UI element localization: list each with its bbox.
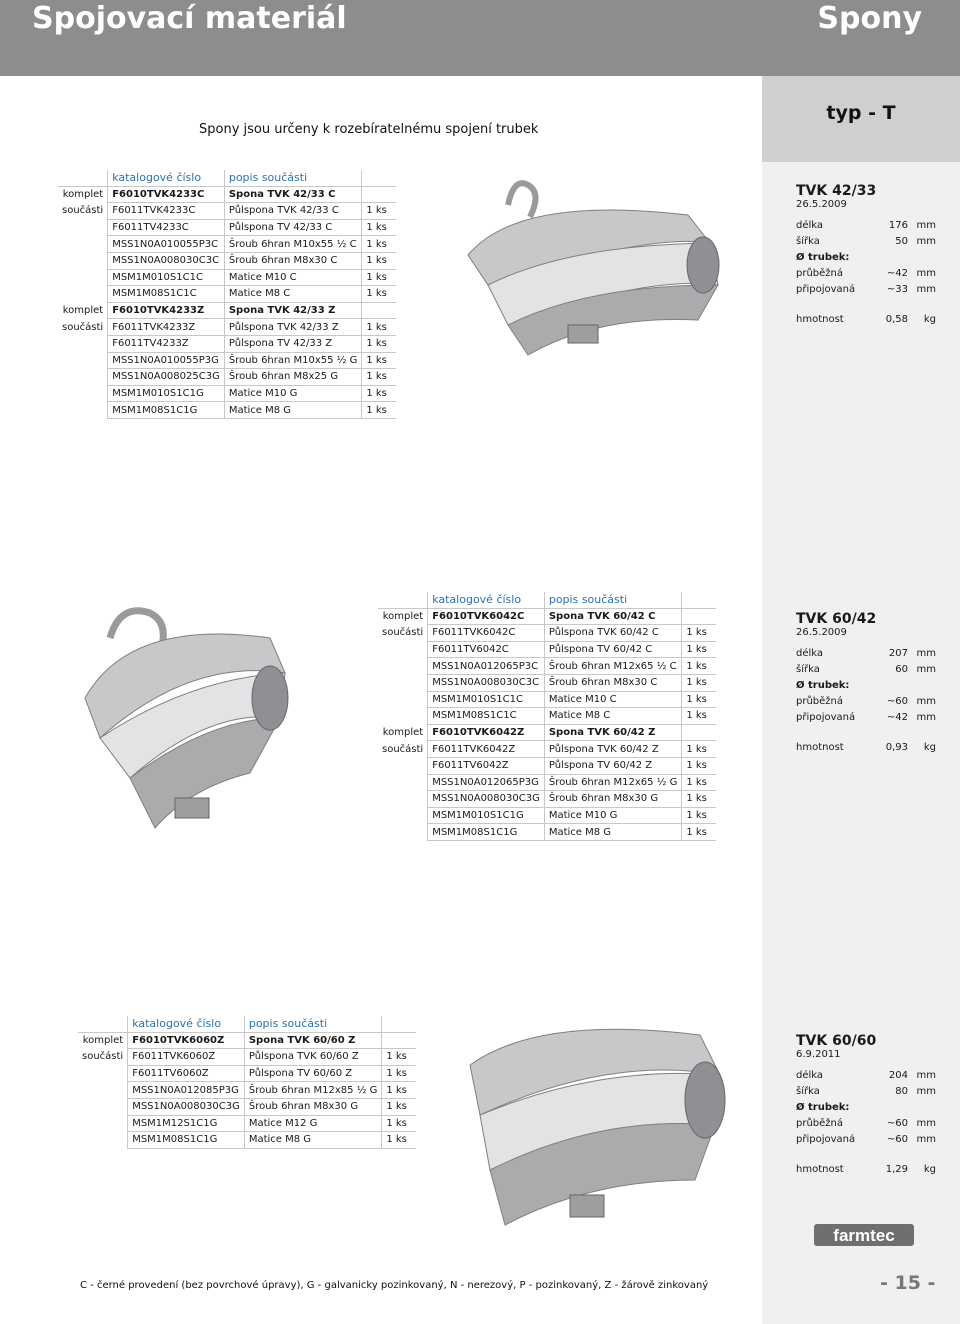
quantity: 1 ks (682, 757, 717, 774)
spec-weight (796, 314, 936, 330)
table-row (378, 741, 716, 758)
catalog-number: MSM1M08S1C1C (428, 708, 545, 725)
row-type: komplet (82, 1035, 124, 1047)
spec-title: TVK 60/42 (796, 611, 877, 627)
spec-through-tube-value: ~60 (886, 696, 908, 707)
spec-connected-tube-value: ~33 (886, 284, 908, 295)
spec-width-value: 80 (895, 1086, 908, 1097)
part-description: Šroub 6hran M10x55 ½ G (224, 352, 361, 369)
part-description: Spona TVK 60/42 C (544, 608, 681, 625)
spec-through-tube (796, 268, 936, 284)
spec-weight (796, 1164, 936, 1180)
spec-connected-tube (796, 284, 936, 300)
part-description: Půlspona TVK 60/60 Z (244, 1049, 381, 1066)
table-row (378, 791, 716, 808)
quantity: 1 ks (362, 335, 397, 352)
spec-through-tube-unit: mm (916, 268, 936, 279)
spec-block-tvk-42-33 (796, 183, 936, 330)
part-description: Půlspona TV 60/60 Z (244, 1065, 381, 1082)
type-box (762, 76, 960, 162)
spec-weight-value: 0,58 (885, 314, 908, 325)
part-description: Šroub 6hran M8x25 G (224, 369, 361, 386)
spec-through-tube-unit: mm (916, 696, 936, 707)
row-type (78, 1082, 128, 1099)
part-description: Půlspona TVK 42/33 C (224, 203, 361, 220)
spec-title: TVK 60/60 (796, 1033, 877, 1049)
catalog-number: MSS1N0A008030C3G (428, 791, 545, 808)
table-row (58, 219, 396, 236)
quantity: 1 ks (682, 824, 717, 841)
spec-date: 26.5.2009 (796, 199, 847, 210)
catalog-number: MSM1M08S1C1C (108, 286, 225, 303)
part-description: Matice M8 G (224, 402, 361, 419)
spec-block-tvk-60-60 (796, 1033, 936, 1180)
spec-weight-unit: kg (923, 1164, 936, 1175)
row-type (58, 402, 108, 419)
row-type: součásti (62, 321, 104, 333)
quantity: 1 ks (682, 708, 717, 725)
row-type (378, 774, 428, 791)
spec-length-value: 176 (888, 220, 908, 231)
header-empty (378, 592, 428, 608)
spec-width-unit: mm (916, 236, 936, 247)
spec-connected-tube-label: připojovaná (796, 284, 856, 295)
table-row (78, 1065, 416, 1082)
spec-width-value: 50 (895, 236, 908, 247)
header-quantity (682, 592, 717, 608)
table-row (378, 708, 716, 725)
row-type (58, 286, 108, 303)
spec-connected-tube-unit: mm (916, 712, 936, 723)
spec-connected-tube (796, 712, 936, 728)
table-header-row (378, 592, 716, 608)
spec-width (796, 236, 936, 252)
catalog-number: F6011TV6042C (428, 641, 545, 658)
page-number: - 15 - (880, 1272, 936, 1294)
spec-connected-tube-unit: mm (916, 284, 936, 295)
clamp-tvk-42-33-image (448, 175, 748, 380)
catalog-number: MSS1N0A012085P3G (128, 1082, 245, 1099)
clamp-tvk-60-60-image (440, 1005, 740, 1250)
spec-length-value: 207 (888, 648, 908, 659)
table-row (58, 402, 396, 419)
farmtec-logo (814, 1222, 914, 1248)
spec-width-label: šířka (796, 236, 820, 247)
table-header-row (58, 170, 396, 186)
part-description: Půlspona TVK 60/42 Z (544, 741, 681, 758)
table-row (58, 319, 396, 336)
table-row (378, 824, 716, 841)
header-quantity (382, 1016, 417, 1032)
spec-tube-diameter-label: Ø trubek: (796, 680, 850, 691)
catalog-number: F6010TVK6060Z (128, 1032, 245, 1049)
part-description: Šroub 6hran M8x30 G (544, 791, 681, 808)
spec-weight-value: 0,93 (885, 742, 908, 753)
catalog-number: F6011TVK4233C (108, 203, 225, 220)
catalog-number: F6011TV6060Z (128, 1065, 245, 1082)
table-row (378, 608, 716, 625)
header-description: popis součásti (544, 592, 681, 608)
spec-weight (796, 742, 936, 758)
spec-length-value: 204 (888, 1070, 908, 1081)
table-row (378, 807, 716, 824)
spec-width-label: šířka (796, 664, 820, 675)
spec-width-label: šířka (796, 1086, 820, 1097)
row-type (378, 757, 428, 774)
part-description: Šroub 6hran M12x65 ½ G (544, 774, 681, 791)
spec-connected-tube-label: připojovaná (796, 712, 856, 723)
quantity: 1 ks (382, 1082, 417, 1099)
quantity: 1 ks (362, 269, 397, 286)
header-description: popis součásti (244, 1016, 381, 1032)
spec-length (796, 648, 936, 664)
table-row (58, 352, 396, 369)
table-row (58, 369, 396, 386)
spec-width-unit: mm (916, 664, 936, 675)
part-description: Matice M12 G (244, 1115, 381, 1132)
quantity: 1 ks (682, 641, 717, 658)
header-empty (78, 1016, 128, 1032)
footer-legend: C - černé provedení (bez povrchové úpravy), G - galvanicky pozinkovaný, N - nerezový, P - pozinkovaný, Z - žárově zinkovaný (80, 1280, 709, 1291)
catalog-number: MSS1N0A012065P3C (428, 658, 545, 675)
catalog-number: MSS1N0A008025C3G (108, 369, 225, 386)
spec-weight-label: hmotnost (796, 314, 844, 325)
spec-through-tube (796, 1118, 936, 1134)
table-row (78, 1049, 416, 1066)
spec-date: 6.9.2011 (796, 1049, 841, 1060)
spec-length-unit: mm (916, 220, 936, 231)
catalog-number: F6010TVK4233C (108, 186, 225, 203)
header-catalog-number: katalogové číslo (108, 170, 225, 186)
part-description: Půlspona TV 42/33 C (224, 219, 361, 236)
spec-gap (796, 1150, 936, 1164)
quantity: 1 ks (362, 352, 397, 369)
table-row (58, 203, 396, 220)
spec-connected-tube-label: připojovaná (796, 1134, 856, 1145)
table-row (78, 1032, 416, 1049)
quantity: 1 ks (382, 1049, 417, 1066)
part-description: Šroub 6hran M8x30 C (224, 252, 361, 269)
parts-table-tvk-60-60 (78, 1016, 416, 1149)
row-type (58, 236, 108, 253)
row-type (58, 219, 108, 236)
row-type (378, 641, 428, 658)
part-description: Šroub 6hran M8x30 C (544, 674, 681, 691)
row-type (378, 824, 428, 841)
spec-through-tube-unit: mm (916, 1118, 936, 1129)
spec-length-label: délka (796, 648, 824, 659)
row-type (378, 708, 428, 725)
row-type: součásti (382, 627, 424, 639)
spec-through-tube (796, 696, 936, 712)
quantity: 1 ks (362, 252, 397, 269)
spec-through-tube-value: ~60 (886, 1118, 908, 1129)
row-type: komplet (382, 611, 424, 623)
table-row (58, 236, 396, 253)
quantity: 1 ks (382, 1132, 417, 1149)
row-type (378, 691, 428, 708)
quantity: 1 ks (382, 1065, 417, 1082)
row-type (58, 269, 108, 286)
quantity: 1 ks (362, 385, 397, 402)
spec-connected-tube-unit: mm (916, 1134, 936, 1145)
catalog-number: MSS1N0A008030C3C (428, 674, 545, 691)
row-type: součásti (62, 205, 104, 217)
spec-weight-label: hmotnost (796, 742, 844, 753)
spec-width-unit: mm (916, 1086, 936, 1097)
row-type (58, 352, 108, 369)
catalog-number: MSS1N0A008030C3G (128, 1098, 245, 1115)
catalog-number: MSM1M08S1C1G (108, 402, 225, 419)
quantity: 1 ks (682, 625, 717, 642)
row-type (58, 369, 108, 386)
quantity: 1 ks (362, 319, 397, 336)
spec-date: 26.5.2009 (796, 627, 847, 638)
spec-tube-diameter-label: Ø trubek: (796, 1102, 850, 1113)
spec-weight-value: 1,29 (885, 1164, 908, 1175)
part-description: Matice M8 C (544, 708, 681, 725)
quantity: 1 ks (362, 402, 397, 419)
row-type: součásti (382, 743, 424, 755)
catalog-number: MSS1N0A010055P3C (108, 236, 225, 253)
catalog-number: F6011TV6042Z (428, 757, 545, 774)
spec-weight-label: hmotnost (796, 1164, 844, 1175)
catalog-number: F6010TVK4233Z (108, 302, 225, 319)
table-row (378, 674, 716, 691)
spec-length (796, 220, 936, 236)
quantity: 1 ks (682, 674, 717, 691)
spec-length-unit: mm (916, 648, 936, 659)
row-type (78, 1065, 128, 1082)
spec-length-label: délka (796, 1070, 824, 1081)
catalog-number: MSM1M010S1C1C (108, 269, 225, 286)
spec-title: TVK 42/33 (796, 183, 877, 199)
quantity (682, 724, 717, 741)
spec-connected-tube-value: ~42 (886, 712, 908, 723)
spec-through-tube-label: průběžná (796, 1118, 844, 1129)
part-description: Šroub 6hran M10x55 ½ C (224, 236, 361, 253)
catalog-number: F6011TVK6060Z (128, 1049, 245, 1066)
part-description: Spona TVK 42/33 Z (224, 302, 361, 319)
quantity: 1 ks (682, 774, 717, 791)
quantity: 1 ks (362, 203, 397, 220)
part-description: Šroub 6hran M12x85 ½ G (244, 1082, 381, 1099)
row-type (378, 674, 428, 691)
quantity: 1 ks (682, 658, 717, 675)
catalog-number: MSM1M010S1C1G (428, 807, 545, 824)
quantity: 1 ks (382, 1098, 417, 1115)
catalog-number: MSS1N0A008030C3C (108, 252, 225, 269)
table-row (378, 641, 716, 658)
quantity: 1 ks (682, 791, 717, 808)
spec-tube-diameter-label: Ø trubek: (796, 252, 850, 263)
type-label: typ - T (826, 102, 896, 124)
part-description: Matice M10 G (544, 807, 681, 824)
spec-length (796, 1070, 936, 1086)
catalog-number: F6011TVK6042C (428, 625, 545, 642)
parts-table-tvk-60-42 (378, 592, 716, 841)
quantity (362, 302, 397, 319)
quantity: 1 ks (362, 219, 397, 236)
table-row (378, 757, 716, 774)
spec-gap (796, 300, 936, 314)
table-row (58, 385, 396, 402)
catalog-number: F6011TV4233Z (108, 335, 225, 352)
catalog-number: MSM1M08S1C1G (428, 824, 545, 841)
row-type (58, 385, 108, 402)
catalog-number: MSS1N0A010055P3G (108, 352, 225, 369)
parts-table-tvk-42-33 (58, 170, 396, 419)
table-row (78, 1132, 416, 1149)
catalog-number: MSM1M12S1C1G (128, 1115, 245, 1132)
quantity: 1 ks (682, 741, 717, 758)
table-row (78, 1082, 416, 1099)
spec-width-value: 60 (895, 664, 908, 675)
table-row (58, 186, 396, 203)
quantity (682, 608, 717, 625)
category-title: Spony (817, 1, 922, 36)
part-description: Šroub 6hran M12x65 ½ C (544, 658, 681, 675)
row-type: komplet (382, 727, 424, 739)
header-empty (58, 170, 108, 186)
spec-through-tube-value: ~42 (886, 268, 908, 279)
quantity: 1 ks (362, 236, 397, 253)
part-description: Matice M8 G (244, 1132, 381, 1149)
part-description: Spona TVK 60/42 Z (544, 724, 681, 741)
spec-through-tube-label: průběžná (796, 696, 844, 707)
quantity: 1 ks (682, 807, 717, 824)
quantity: 1 ks (362, 369, 397, 386)
catalog-number: F6011TVK6042Z (428, 741, 545, 758)
quantity: 1 ks (382, 1115, 417, 1132)
part-description: Matice M10 C (224, 269, 361, 286)
section-title: Spojovací materiál (32, 1, 347, 36)
spec-width (796, 1086, 936, 1102)
svg-text:farmtec: farmtec (833, 1226, 895, 1245)
catalog-number: F6010TVK6042Z (428, 724, 545, 741)
part-description: Půlspona TVK 42/33 Z (224, 319, 361, 336)
clamp-tvk-60-42-image (70, 598, 300, 853)
part-description: Šroub 6hran M8x30 G (244, 1098, 381, 1115)
catalog-number: F6010TVK6042C (428, 608, 545, 625)
part-description: Půlspona TV 60/42 Z (544, 757, 681, 774)
part-description: Spona TVK 60/60 Z (244, 1032, 381, 1049)
quantity (362, 186, 397, 203)
part-description: Spona TVK 42/33 C (224, 186, 361, 203)
spec-block-tvk-60-42 (796, 611, 936, 758)
page-header (0, 0, 960, 76)
catalog-number: MSM1M08S1C1G (128, 1132, 245, 1149)
row-type (58, 335, 108, 352)
spec-gap (796, 728, 936, 742)
part-description: Matice M10 C (544, 691, 681, 708)
spec-weight-unit: kg (923, 742, 936, 753)
header-catalog-number: katalogové číslo (128, 1016, 245, 1032)
spec-length-label: délka (796, 220, 824, 231)
row-type (378, 658, 428, 675)
part-description: Půlspona TV 60/42 C (544, 641, 681, 658)
header-quantity (362, 170, 397, 186)
quantity (382, 1032, 417, 1049)
part-description: Matice M8 C (224, 286, 361, 303)
table-row (78, 1098, 416, 1115)
table-row (58, 302, 396, 319)
row-type (78, 1115, 128, 1132)
row-type (378, 791, 428, 808)
table-row (378, 625, 716, 642)
row-type (78, 1098, 128, 1115)
row-type: součásti (82, 1051, 124, 1063)
part-description: Matice M8 G (544, 824, 681, 841)
table-row (378, 691, 716, 708)
spec-weight-unit: kg (923, 314, 936, 325)
row-type (78, 1132, 128, 1149)
header-catalog-number: katalogové číslo (428, 592, 545, 608)
row-type: komplet (62, 305, 104, 317)
part-description: Půlspona TV 42/33 Z (224, 335, 361, 352)
spec-connected-tube-value: ~60 (886, 1134, 908, 1145)
part-description: Matice M10 G (224, 385, 361, 402)
row-type: komplet (62, 189, 104, 201)
table-row (78, 1115, 416, 1132)
table-row (58, 335, 396, 352)
quantity: 1 ks (682, 691, 717, 708)
intro-text: Spony jsou určeny k rozebíratelnému spojení trubek (199, 122, 539, 137)
table-row (58, 252, 396, 269)
spec-through-tube-label: průběžná (796, 268, 844, 279)
table-row (378, 658, 716, 675)
catalog-number: MSM1M010S1C1G (108, 385, 225, 402)
part-description: Půlspona TVK 60/42 C (544, 625, 681, 642)
header-description: popis součásti (224, 170, 361, 186)
catalog-number: F6011TVK4233Z (108, 319, 225, 336)
table-row (58, 286, 396, 303)
catalog-number: F6011TV4233C (108, 219, 225, 236)
table-row (378, 774, 716, 791)
catalog-number: MSM1M010S1C1C (428, 691, 545, 708)
spec-width (796, 664, 936, 680)
table-row (58, 269, 396, 286)
table-header-row (78, 1016, 416, 1032)
spec-length-unit: mm (916, 1070, 936, 1081)
table-row (378, 724, 716, 741)
spec-connected-tube (796, 1134, 936, 1150)
quantity: 1 ks (362, 286, 397, 303)
row-type (378, 807, 428, 824)
row-type (58, 252, 108, 269)
catalog-number: MSS1N0A012065P3G (428, 774, 545, 791)
